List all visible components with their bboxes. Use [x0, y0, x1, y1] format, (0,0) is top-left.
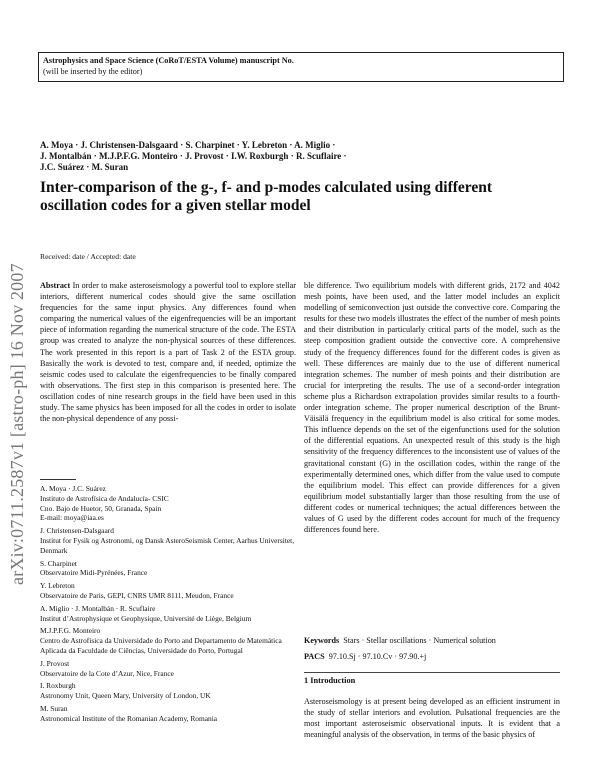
paper-title [40, 179, 560, 215]
author-line: J.C. Suárez · M. Suran [40, 162, 129, 172]
affiliation-names: M.J.P.F.G. Monteiro [40, 626, 101, 636]
affiliation-item [40, 581, 296, 601]
affiliation-names: J. Christensen-Dalsgaard [40, 526, 114, 536]
keywords-text: Stars · Stellar oscillations · Numerical solution [343, 636, 496, 645]
affiliation-text: Observatoire de Paris, GEPI, CNRS UMR 8111, Meudon, France [40, 590, 234, 600]
affiliation-text: Astronomical Institute of the Romanian Academy, Romania [40, 713, 218, 723]
affiliation-item [40, 526, 296, 555]
affiliation-item [40, 659, 296, 679]
journal-header-box [38, 52, 564, 82]
affiliation-text: Instituto de Astrofísica de Andalucía- CSIC Cno. Bajo de Huetor, 50, Granada, Spain E-mail: moya@iaa.es [40, 493, 169, 523]
title-line: Inter-comparison of the g-, f- and p-modes calculated using different [40, 179, 493, 196]
affiliation-names: M. Suran [40, 703, 68, 713]
affiliation-text: Observatoire Midi-Pyrénées, France [40, 568, 148, 578]
section-heading: 1 Introduction [304, 676, 356, 685]
affiliation-names: A. Moya · J.C. Suárez [40, 484, 106, 493]
abstract-left-column [40, 280, 296, 424]
pacs-text: 97.10.Sj · 97.10.Cv · 97.90.+j [328, 652, 427, 661]
title-line: oscillation codes for a given stellar model [40, 197, 311, 214]
affiliation-item [40, 604, 296, 624]
keywords-label: Keywords [304, 636, 340, 645]
affiliation-names: S. Charpinet [40, 558, 77, 568]
footnote-rule [40, 479, 76, 480]
affiliation-item [40, 559, 296, 579]
affiliation-item [40, 484, 296, 523]
affiliation-names: J. Provost [40, 658, 70, 668]
affiliation-text: Observatoire de la Cote d’Azur, Nice, France [40, 668, 174, 678]
affiliation-item [40, 626, 296, 655]
section-rule [304, 672, 560, 673]
affiliation-names: I. Roxburgh [40, 681, 76, 691]
author-line: A. Moya · J. Christensen-Dalsgaard · S. Charpinet · Y. Lebreton · A. Miglio · [40, 140, 336, 150]
journal-name: Astrophysics and Space Science (CoRoT/ESTA Volume) manuscript No. [43, 56, 294, 65]
affiliation-text: Astronomy Unit, Queen Mary, University of London, UK [40, 691, 211, 701]
abstract-text-left: In order to make asteroseismology a powerful tool to explore stellar interiors, different numerical codes should give the same oscillation frequencies for the same input physics. Any differences found when comparing the numerical values of the eigenfrequencies will be an important piece of information regarding the numerical structure of the code. The ESTA group was created to analyze the non-physical sources of these differences. The work presented in this report is a part of Task 2 of the ESTA group. Basically the work is devoted to test, compare and, if needed, optimize the seismic codes used to calculate the eigenfrequencies to be finally compared with observations. The first step in this comparison is presented here. The oscillation codes of nine research groups in the field have been used in this study. The same physics has been imposed for all the codes in order to isolate the non-physical dependence of any possi- [40, 281, 296, 424]
abstract-label: Abstract [40, 281, 71, 290]
affiliations [40, 484, 296, 727]
affiliation-text: Centro de Astrofísica da Universidade do Porto and Departamento de Matemática Aplicada da Faculdade de Ciências, Universidade do Porto, Portugal [40, 636, 282, 655]
affiliation-text: Institut for Fysik og Astronomi, og Dansk AsteroSeismisk Center, Aarhus Universitet, Denmark [40, 535, 295, 555]
abstract-text-right: ble difference. Two equilibrium models with different grids, 2172 and 4042 mesh points, have been used, and the latter model includes an explicit modelling of semiconvection just outside the convective core. Comparing the results for these two models illustrates the effect of the number of mesh points and their distribution in particularly critical parts of the model, such as the steep composition gradient outside the convective core. A comprehensive study of the frequency differences found for the different codes is given as well. These differences are mainly due to the use of different numerical integration schemes. The number of mesh points and their distribution are crucial for interpreting the results. The use of a second-order integration scheme plus a Richardson extrapolation provides similar results to a fourth-order integration scheme. The proper numerical description of the Brunt-Väisälä frequency in the equilibrium model is also critical for some modes. This influence depends on the set of the eigenfunctions used for the solution of the differential equations. An unexpected result of this study is the high sensitivity of the frequency differences to the inconsistent use of values of the gravitational constant (G) in the oscillation codes, within the range of the experimentally determined ones, which differ from the value used to compute the equilibrium model. This effect can provide differences for a given equilibrium model substantially larger than those resulting from the use of different codes or numerical techniques; the actual differences between the values of G used by the different codes account for much of the frequency differences found here. [304, 281, 560, 535]
affiliation-names: A. Miglio · J. Montalbán · R. Scuflaire [40, 603, 156, 613]
pacs-label: PACS [304, 652, 325, 661]
editor-note: (will be inserted by the editor) [43, 67, 143, 76]
affiliation-item [40, 681, 296, 701]
introduction-text: Asteroseismology is at present being developed as an efficient instrument in the study of stellar interiors and evolution. Pulsational frequencies are the most important asteroseismic observational inputs. It is evident that a meaningful analysis of the observation, in terms of the basic physics of [304, 697, 560, 740]
author-list [40, 140, 470, 173]
keywords [304, 636, 560, 645]
author-line: J. Montalbán · M.J.P.F.G. Monteiro · J. Provost · I.W. Roxburgh · R. Scuflaire · [40, 151, 347, 161]
abstract-right-column [304, 280, 560, 535]
affiliation-names: Y. Lebreton [40, 581, 75, 591]
affiliation-item [40, 704, 296, 724]
affiliation-text: Institut d’Astrophysique et Geophysique, Université de Liège, Belgium [40, 613, 252, 623]
arxiv-stamp: arXiv:0711.2587v1 [astro-ph] 16 Nov 2007 [7, 263, 27, 585]
received-date: Received: date / Accepted: date [40, 252, 136, 261]
pacs [304, 652, 560, 661]
